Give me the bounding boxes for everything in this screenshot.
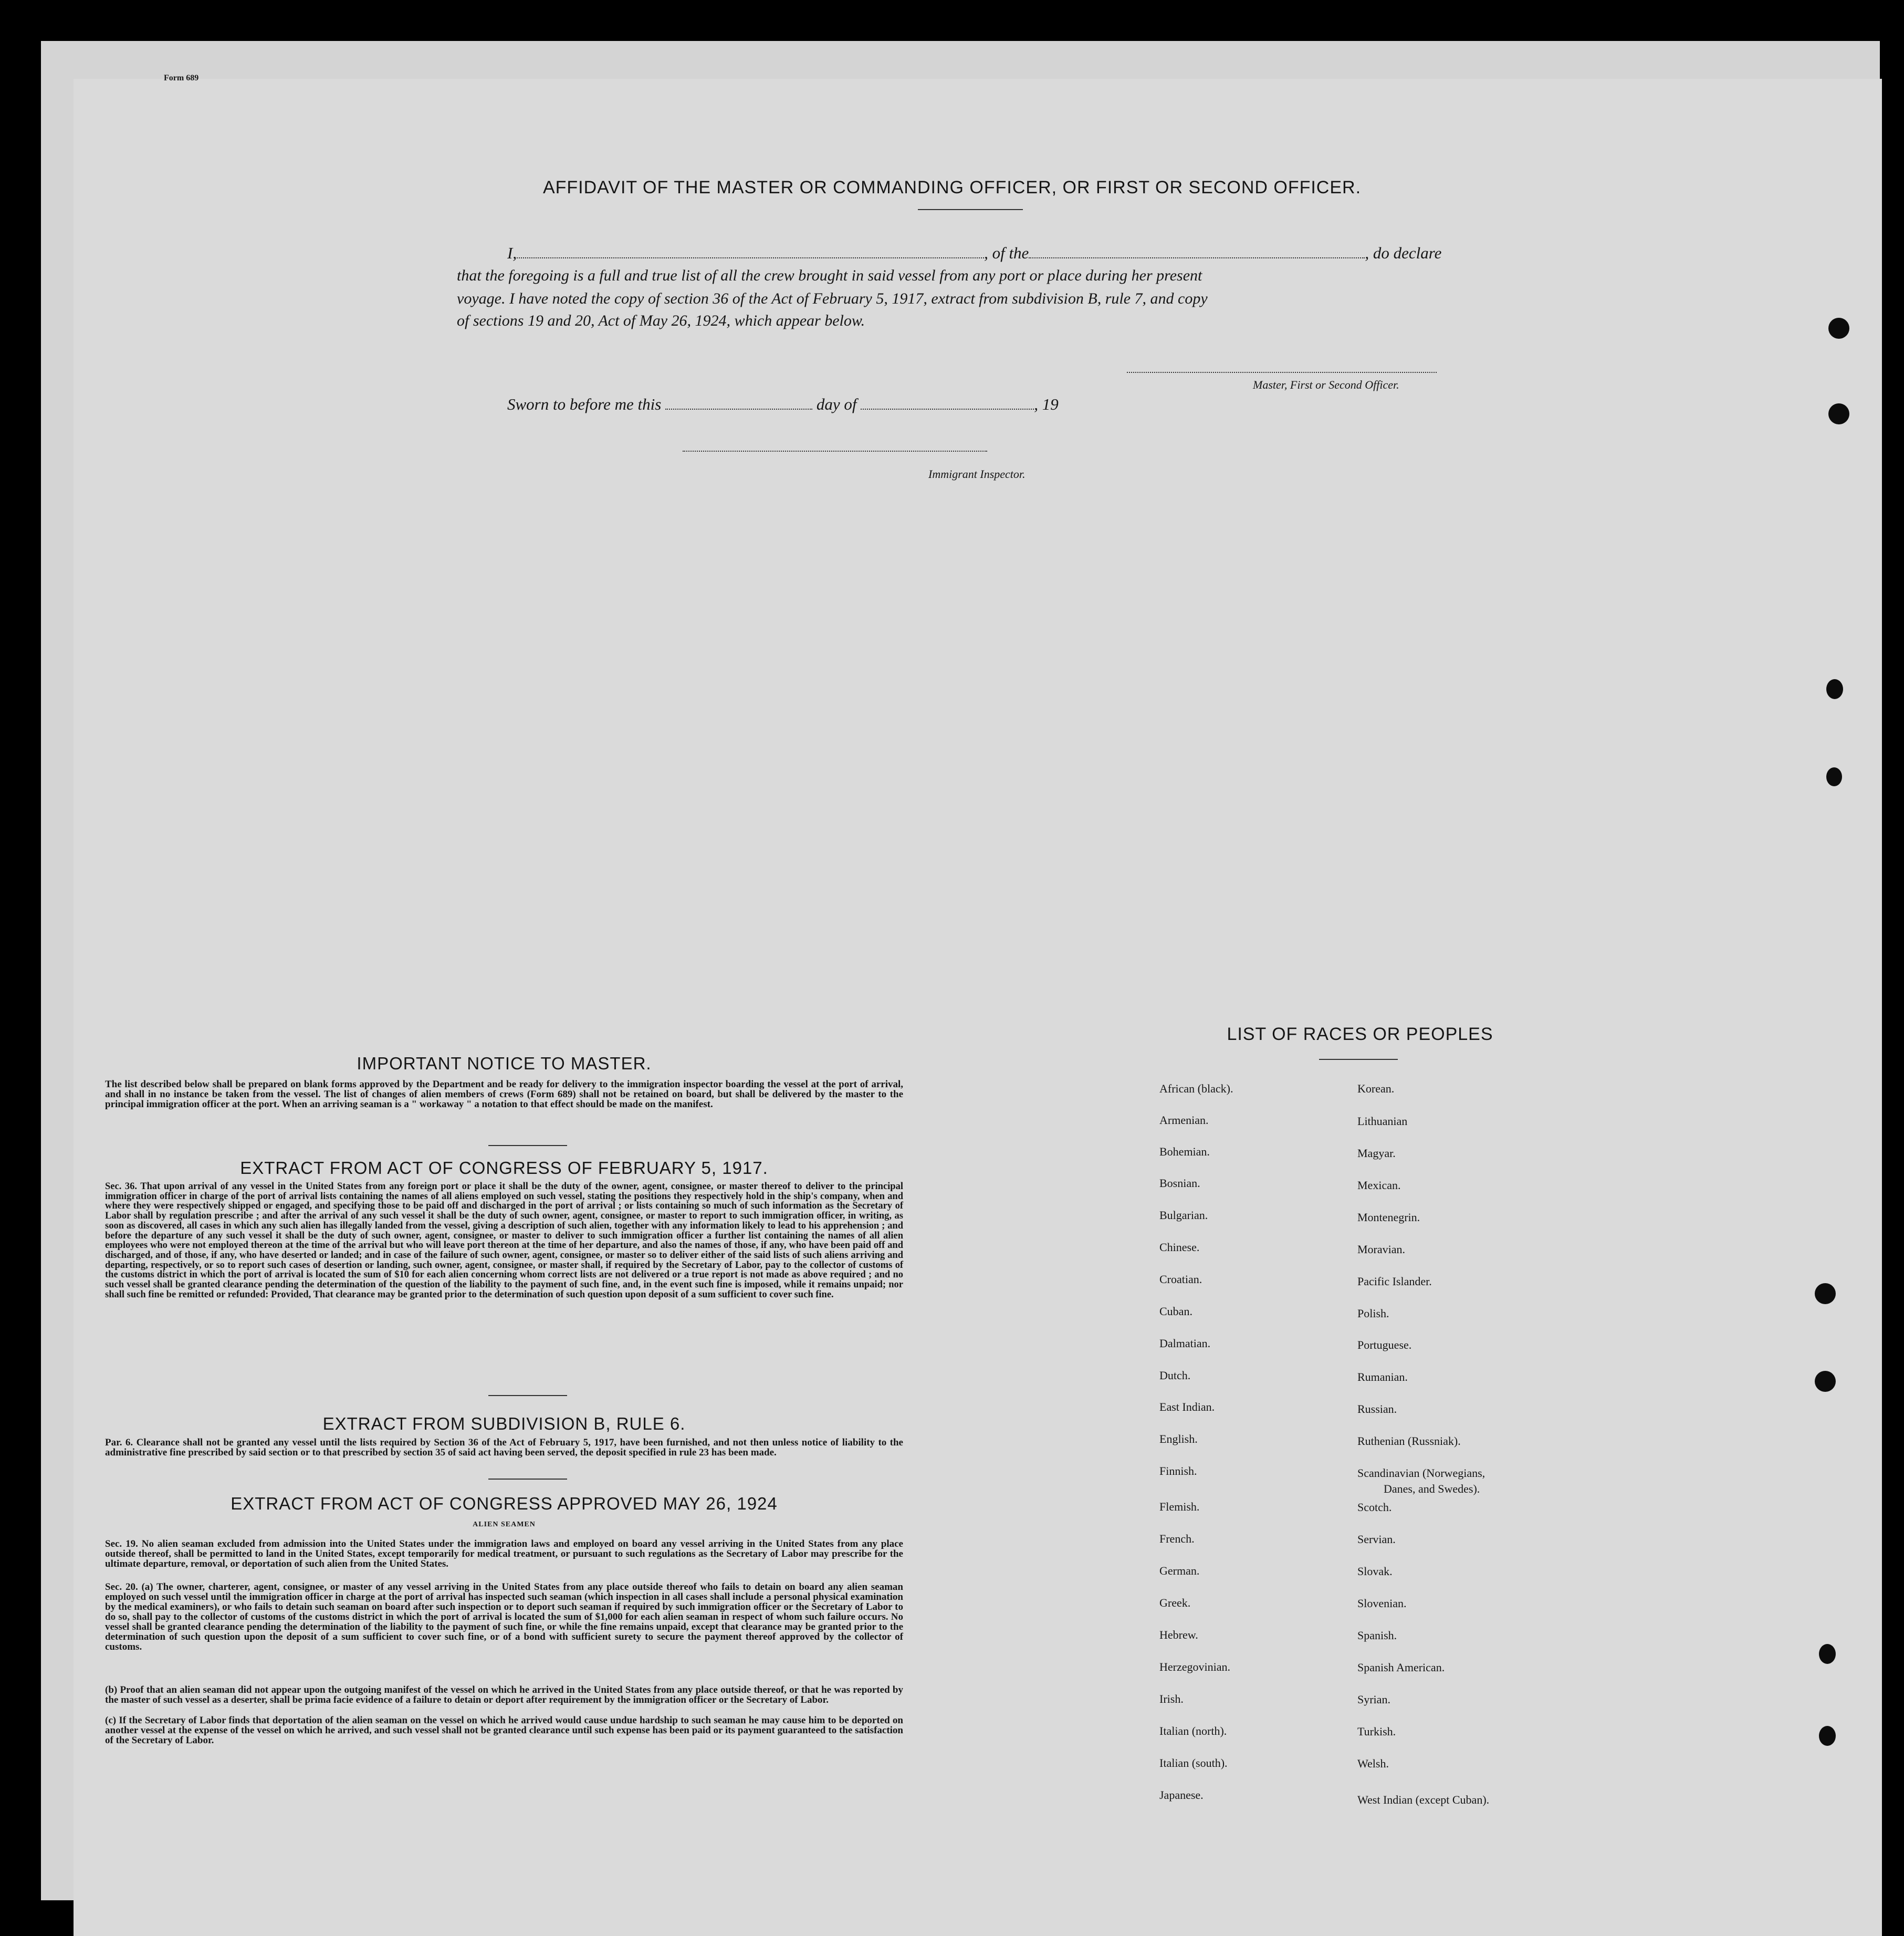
race-item: Dalmatian. <box>1159 1337 1211 1350</box>
section-20a-text: Sec. 20. (a) The owner, charterer, agent, consignee, or master of any vessel arriving in the United States from any place outside thereof who fails to detain on board any alien seaman employed on such vessel until the immigration officer in charge at the port of arrival has inspected such seaman (which inspection in all cases shall include a personal physical examination by the medical examiners), or who fails to detain such seaman on board after such inspection or to deport such seaman if required by such immigration officer or the Secretary of Labor to do so, shall pay to the collector of customs of the customs district in which the port of arrival is located the sum of $1,000 for each alien seaman in respect of whom such failure occurs. No vessel shall be granted clearance pending the determination of the liability to the payment of such fine, or while the fine remains unpaid, except that clearance may be granted prior to the determination of such question upon the deposit of a sum sufficient to cover such fine, or of a bond with sufficient surety to secure the payment thereof approved by the collector of customs. <box>105 1581 903 1652</box>
race-item: Bosnian. <box>1159 1177 1200 1190</box>
declare-text: , do declare <box>1365 244 1442 262</box>
notice-divider <box>488 1145 567 1146</box>
declaration-line-2: that the foregoing is a full and true list of all the crew brought in said vessel from any port or place during her present <box>457 267 1202 284</box>
races-title: LIST OF RACES OR PEOPLES <box>1227 1024 1493 1044</box>
declaration-line-3: voyage. I have noted the copy of section 36 of the Act of February 5, 1917, extract from subdivision B, rule 7, and copy <box>457 290 1208 307</box>
race-item: East Indian. <box>1159 1400 1215 1413</box>
race-item: French. <box>1159 1532 1195 1545</box>
race-item: Bulgarian. <box>1159 1209 1208 1222</box>
race-item: Japanese. <box>1159 1788 1204 1802</box>
punch-hole <box>1815 1371 1836 1392</box>
inspector-caption: Immigrant Inspector. <box>928 467 1026 481</box>
race-item: Rumanian. <box>1357 1370 1408 1383</box>
of-the-text: , of the <box>984 244 1029 262</box>
race-item: Ruthenian (Russniak). <box>1357 1434 1461 1448</box>
race-item: Syrian. <box>1357 1693 1390 1706</box>
race-item: Turkish. <box>1357 1725 1396 1738</box>
race-item: Bohemian. <box>1159 1145 1210 1158</box>
inspector-signature-line <box>683 451 987 452</box>
sworn-prefix: Sworn to before me this <box>507 395 662 413</box>
race-item: Hebrew. <box>1159 1628 1198 1641</box>
race-item: Italian (north). <box>1159 1724 1227 1737</box>
race-item: Slovak. <box>1357 1565 1393 1578</box>
name-blank[interactable] <box>517 257 984 258</box>
races-divider <box>1319 1059 1398 1060</box>
race-item: Finnish. <box>1159 1464 1197 1477</box>
race-item: Irish. <box>1159 1692 1184 1705</box>
year-text: , 19 <box>1034 395 1059 413</box>
race-item: English. <box>1159 1432 1198 1445</box>
race-item: Chinese. <box>1159 1241 1200 1254</box>
declarant-prefix: I, <box>507 244 517 262</box>
subdivision-divider <box>488 1479 567 1480</box>
day-blank[interactable] <box>665 409 812 410</box>
form-number: Form 689 <box>164 74 199 82</box>
punch-hole <box>1819 1726 1836 1746</box>
race-item: German. <box>1159 1564 1200 1577</box>
race-item: Portuguese. <box>1357 1338 1412 1351</box>
affidavit-title: AFFIDAVIT OF THE MASTER OR COMMANDING OFFICER, OR FIRST OR SECOND OFFICER. <box>542 178 1362 197</box>
punch-hole <box>1826 679 1843 699</box>
race-item: Montenegrin. <box>1357 1211 1420 1224</box>
punch-hole <box>1819 1644 1836 1664</box>
race-item: Scandinavian (Norwegians, <box>1357 1466 1485 1480</box>
race-item: Polish. <box>1357 1307 1389 1320</box>
declaration-line-4: of sections 19 and 20, Act of May 26, 1924, which appear below. <box>457 312 865 329</box>
race-item: Servian. <box>1357 1533 1396 1546</box>
sworn-line <box>507 395 1059 414</box>
punch-hole <box>1815 1283 1836 1304</box>
race-item: Pacific Islander. <box>1357 1275 1432 1288</box>
punch-hole <box>1828 318 1849 339</box>
race-item: Dutch. <box>1159 1369 1191 1382</box>
race-item: Slovenian. <box>1357 1597 1407 1610</box>
notice-text: The list described below shall be prepared on blank forms approved by the Department and be ready for delivery to the immigration inspector boarding the vessel at the port of arrival, and shall in no instance be taken from the vessel. The list of changes of alien members of crews (Form 689) shall not be retained on board, but shall be delivered by the master to the principal immigration officer at the port. When an arriving seaman is a " workaway " a notation to that effect should be made on the manifest. <box>105 1079 903 1110</box>
signature-line <box>1127 372 1437 373</box>
race-item: Danes, and Swedes). <box>1384 1482 1480 1495</box>
vessel-blank[interactable] <box>1029 257 1365 258</box>
month-blank[interactable] <box>861 409 1034 410</box>
race-item: West Indian (except Cuban). <box>1357 1793 1490 1806</box>
race-item: Armenian. <box>1159 1113 1209 1127</box>
race-item: Magyar. <box>1357 1147 1396 1160</box>
race-item: Lithuanian <box>1357 1115 1408 1128</box>
race-item: Spanish. <box>1357 1629 1397 1642</box>
extract-1924-subtitle: ALIEN SEAMEN <box>473 1521 536 1528</box>
extract-1917-divider <box>488 1395 567 1396</box>
punch-hole <box>1828 403 1849 424</box>
section-19-text: Sec. 19. No alien seaman excluded from admission into the United States under the immigration laws and employed on board any vessel arriving in the United States from any place outside thereof, shall be permitted to land in the United States, except temporarily for medical treatment, or pursuant to such regulations as the Secretary of Labor may prescribe for the ultimate departure, removal, or deportation of such alien from the United States. <box>105 1538 903 1569</box>
race-item: Italian (south). <box>1159 1756 1228 1770</box>
form-page <box>74 79 1882 1936</box>
day-of-text: day of <box>816 395 857 413</box>
subdivision-title: EXTRACT FROM SUBDIVISION B, RULE 6. <box>322 1414 686 1433</box>
race-item: Scotch. <box>1357 1501 1392 1514</box>
section-20b-text: (b) Proof that an alien seaman did not appear upon the outgoing manifest of the vessel on which he arrived in the United States from any place outside thereof, or that he was reported by the master of such vessel as a deserter, shall be prima facie evidence of a failure to detain or deport after requirement by the immigration officer or the Secretary of Labor. <box>105 1684 903 1705</box>
subdivision-text: Par. 6. Clearance shall not be granted any vessel until the lists required by Section 36 of the Act of February 5, 1917, have been furnished, and not then unless notice of liability to the administrative fine prescribed by said section or to that prescribed by section 35 of said act having been served, the deposit specified in rule 23 has been made. <box>105 1437 903 1458</box>
race-item: Moravian. <box>1357 1243 1406 1256</box>
race-item: Herzegovinian. <box>1159 1660 1230 1673</box>
race-item: Greek. <box>1159 1596 1191 1609</box>
notice-title: IMPORTANT NOTICE TO MASTER. <box>357 1054 652 1073</box>
signature-caption: Master, First or Second Officer. <box>1253 378 1399 391</box>
race-item: Cuban. <box>1159 1305 1192 1318</box>
title-divider <box>918 209 1023 210</box>
race-item: Spanish American. <box>1357 1661 1445 1674</box>
race-item: Russian. <box>1357 1402 1397 1415</box>
race-item: Korean. <box>1357 1082 1395 1095</box>
race-item: Flemish. <box>1159 1500 1200 1513</box>
race-item: Welsh. <box>1357 1757 1389 1770</box>
extract-1917-text: Sec. 36. That upon arrival of any vessel in the United States from any foreign port or place it shall be the duty of the owner, agent, consignee, or master thereof to deliver to the principal immigration officer in charge of the port of arrival lists containing the names of all aliens employed on such vessel, stating the positions they respectively hold in the ship's company, when and where they were respectively shipped or engaged, and specifying those to be paid off and discharged in the port of arrival ; or lists containing so much of such information as the Secretary of Labor shall by regulation prescribe ; and after the arrival of any such vessel it shall be the duty of such owner, agent, consignee, or master to report to such immigration officer, in writing, as soon as discovered, all cases in which any such alien has illegally landed from the vessel, giving a description of such alien, together with any information likely to lead to his apprehension ; and before the departure of any such vessel it shall be the duty of such owner, agent, consignee, or master to deliver to such immigration officer a further list containing the names of all alien employees who were not employed thereon at the time of the arrival but who will leave port thereon at the time of her departure, and also the names of those, if any, who have been paid off and discharged, and of those, if any, who have deserted or landed; and in case of the failure of such owner, agent, consignee, or master so to deliver either of the said lists of such aliens arriving and departing, respectively, or so to report such cases of desertion or landing, such owner, agent, consignee, or master shall, if required by the Secretary of Labor, pay to the collector of customs of the customs district in which the port of arrival is located the sum of $10 for each alien concerning whom correct lists are not delivered or a true report is not made as above required ; and no such vessel shall be granted clearance pending the determination of the question of the liability to the payment of such fine, and, in the event such fine is imposed, while it remains unpaid; nor shall such fine be remitted or refunded: Provided, That clearance may be granted prior to the determination of such question upon deposit of a sum sufficient to cover such fine. <box>105 1181 903 1300</box>
section-20c-text: (c) If the Secretary of Labor finds that deportation of the alien seaman on the vessel on which he arrived would cause undue hardship to such seaman he may cause him to be deported on another vessel at the expense of the vessel on which he arrived, and such vessel shall not be granted clearance until such expense has been paid or its payment guaranteed to the satisfaction of the Secretary of Labor. <box>105 1715 903 1746</box>
punch-hole <box>1826 767 1842 786</box>
extract-1917-title: EXTRACT FROM ACT OF CONGRESS OF FEBRUARY 5, 1917. <box>240 1158 768 1178</box>
race-item: Croatian. <box>1159 1273 1202 1286</box>
race-item: African (black). <box>1159 1082 1233 1095</box>
extract-1924-title: EXTRACT FROM ACT OF CONGRESS APPROVED MAY 26, 1924 <box>231 1494 778 1513</box>
declaration-line-1 <box>507 244 1441 263</box>
race-item: Mexican. <box>1357 1179 1401 1192</box>
